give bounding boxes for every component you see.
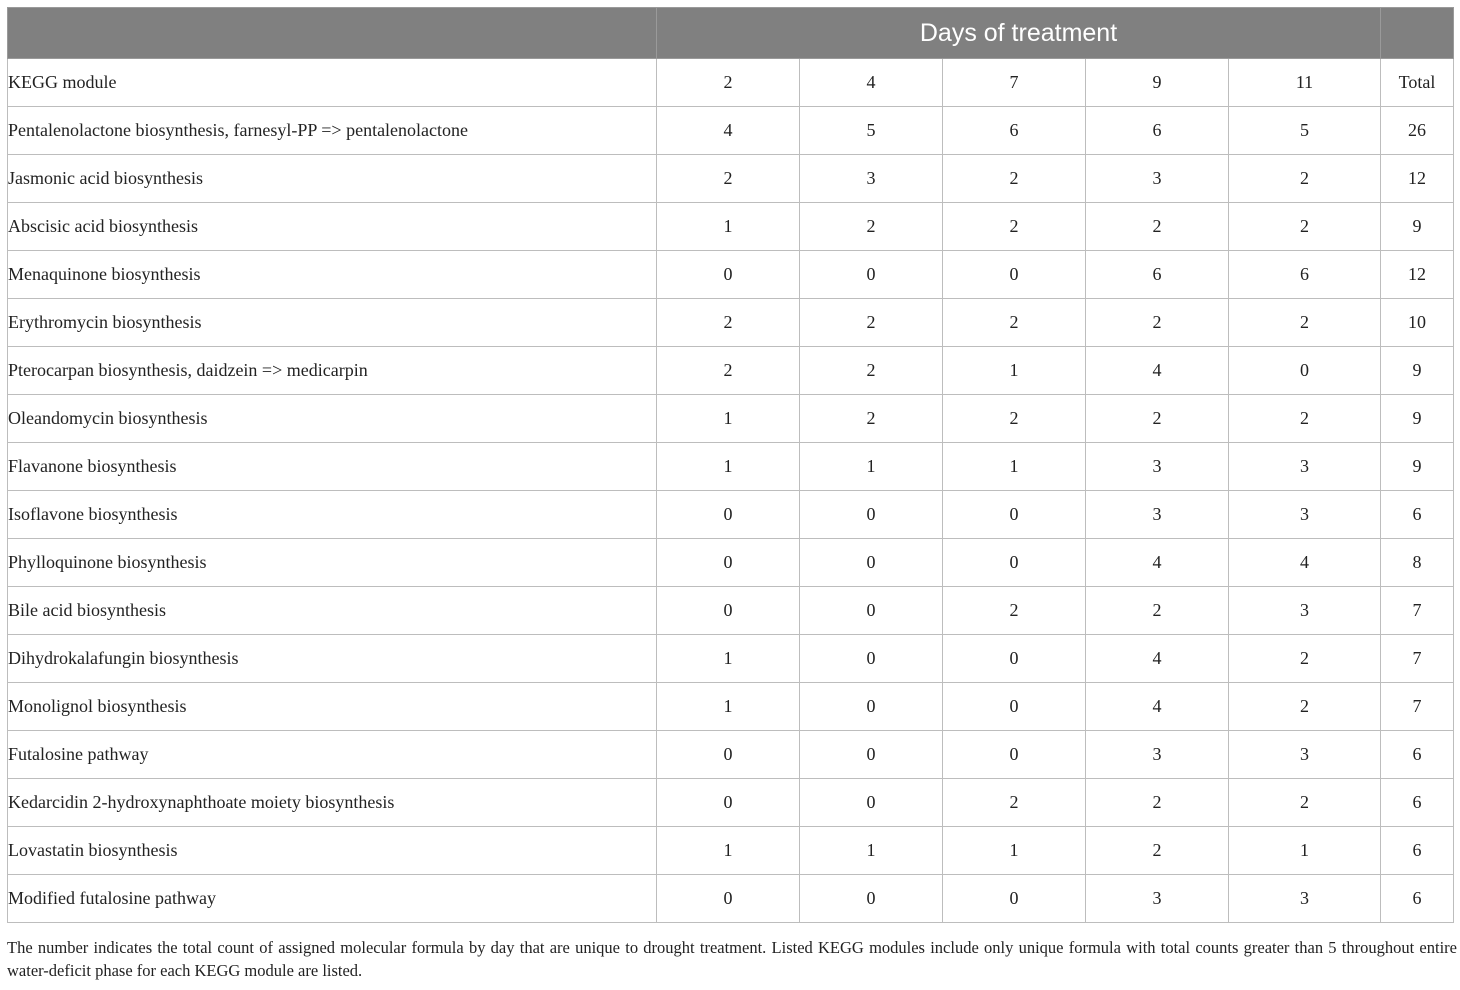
day-count-cell: 4 — [1229, 539, 1381, 587]
total-count-cell: 9 — [1381, 395, 1454, 443]
total-count-cell: 7 — [1381, 683, 1454, 731]
day-count-cell: 0 — [943, 683, 1086, 731]
day-count-cell: 1 — [657, 395, 800, 443]
total-count-cell: 6 — [1381, 731, 1454, 779]
day-count-cell: 0 — [943, 251, 1086, 299]
kegg-module-name: Lovastatin biosynthesis — [8, 827, 657, 875]
day-count-cell: 0 — [943, 875, 1086, 923]
table-row — [8, 395, 1454, 443]
kegg-module-name: Phylloquinone biosynthesis — [8, 539, 657, 587]
day-count-cell: 0 — [800, 635, 943, 683]
day-count-cell: 4 — [657, 107, 800, 155]
day-count-cell: 2 — [1229, 203, 1381, 251]
day-count-cell: 4 — [1086, 635, 1229, 683]
day-count-cell: 0 — [800, 491, 943, 539]
table-row — [8, 587, 1454, 635]
table-row — [8, 203, 1454, 251]
table-row — [8, 731, 1454, 779]
day-count-cell: 1 — [943, 347, 1086, 395]
day-count-cell: 0 — [657, 875, 800, 923]
header-band-blank — [8, 8, 657, 59]
column-header-row — [8, 59, 1454, 107]
day-count-cell: 0 — [800, 731, 943, 779]
day-count-cell: 1 — [943, 443, 1086, 491]
total-count-cell: 9 — [1381, 347, 1454, 395]
total-count-cell: 6 — [1381, 491, 1454, 539]
day-count-cell: 4 — [1086, 683, 1229, 731]
day-count-cell: 4 — [1086, 347, 1229, 395]
table-row — [8, 251, 1454, 299]
table-row — [8, 875, 1454, 923]
day-count-cell: 0 — [657, 251, 800, 299]
kegg-module-name: Monolignol biosynthesis — [8, 683, 657, 731]
day-count-cell: 1 — [657, 683, 800, 731]
table-row — [8, 443, 1454, 491]
day-count-cell: 0 — [800, 251, 943, 299]
total-count-cell: 8 — [1381, 539, 1454, 587]
kegg-module-name: Modified futalosine pathway — [8, 875, 657, 923]
kegg-module-name: Flavanone biosynthesis — [8, 443, 657, 491]
day-count-cell: 3 — [1086, 875, 1229, 923]
header-band-blank-right — [1381, 8, 1454, 59]
table-footnote: The number indicates the total count of assigned molecular formula by day that are unique to drought treatment. Listed KEGG modules include only unique formula with total counts greater than 5 throughout entire water-deficit phase for each KEGG module are listed. — [7, 938, 1457, 980]
day-count-cell: 3 — [1086, 443, 1229, 491]
total-count-cell: 10 — [1381, 299, 1454, 347]
day-count-cell: 4 — [1086, 539, 1229, 587]
total-count-cell: 7 — [1381, 635, 1454, 683]
day-count-cell: 3 — [1229, 731, 1381, 779]
day-count-cell: 1 — [657, 443, 800, 491]
day-count-cell: 2 — [800, 299, 943, 347]
table-row — [8, 635, 1454, 683]
day-count-cell: 6 — [1229, 251, 1381, 299]
day-column-header: 9 — [1086, 59, 1229, 107]
day-count-cell: 2 — [800, 347, 943, 395]
day-count-cell: 0 — [943, 539, 1086, 587]
kegg-module-name: Dihydrokalafungin biosynthesis — [8, 635, 657, 683]
day-count-cell: 6 — [1086, 251, 1229, 299]
kegg-module-name: Menaquinone biosynthesis — [8, 251, 657, 299]
day-count-cell: 0 — [657, 587, 800, 635]
day-count-cell: 2 — [1086, 587, 1229, 635]
table-row — [8, 779, 1454, 827]
table-row — [8, 155, 1454, 203]
day-count-cell: 0 — [657, 491, 800, 539]
day-count-cell: 2 — [943, 299, 1086, 347]
days-of-treatment-header: Days of treatment — [657, 8, 1381, 59]
day-count-cell: 3 — [1229, 587, 1381, 635]
kegg-module-table — [7, 7, 1454, 923]
kegg-module-name: Bile acid biosynthesis — [8, 587, 657, 635]
day-count-cell: 2 — [1086, 779, 1229, 827]
day-count-cell: 0 — [943, 635, 1086, 683]
day-count-cell: 0 — [943, 731, 1086, 779]
day-count-cell: 2 — [800, 203, 943, 251]
day-count-cell: 3 — [1229, 443, 1381, 491]
total-count-cell: 7 — [1381, 587, 1454, 635]
day-count-cell: 2 — [943, 203, 1086, 251]
day-count-cell: 3 — [1229, 875, 1381, 923]
day-count-cell: 2 — [1086, 203, 1229, 251]
day-count-cell: 6 — [1086, 107, 1229, 155]
day-count-cell: 2 — [1086, 395, 1229, 443]
day-count-cell: 1 — [1229, 827, 1381, 875]
day-count-cell: 0 — [943, 491, 1086, 539]
day-count-cell: 2 — [1229, 683, 1381, 731]
kegg-module-name: Erythromycin biosynthesis — [8, 299, 657, 347]
day-count-cell: 2 — [943, 587, 1086, 635]
total-count-cell: 26 — [1381, 107, 1454, 155]
day-count-cell: 1 — [800, 443, 943, 491]
table-row — [8, 827, 1454, 875]
day-count-cell: 2 — [1229, 155, 1381, 203]
day-count-cell: 6 — [943, 107, 1086, 155]
day-count-cell: 0 — [800, 875, 943, 923]
total-count-cell: 6 — [1381, 779, 1454, 827]
table-body — [8, 59, 1454, 923]
day-count-cell: 2 — [657, 299, 800, 347]
day-count-cell: 2 — [1229, 395, 1381, 443]
day-count-cell: 5 — [1229, 107, 1381, 155]
kegg-module-name: Pentalenolactone biosynthesis, farnesyl-PP => pentalenolactone — [8, 107, 657, 155]
day-count-cell: 2 — [1086, 827, 1229, 875]
total-count-cell: 9 — [1381, 203, 1454, 251]
day-column-header: 7 — [943, 59, 1086, 107]
day-count-cell: 3 — [800, 155, 943, 203]
day-count-cell: 3 — [1086, 491, 1229, 539]
day-count-cell: 2 — [1229, 299, 1381, 347]
day-count-cell: 0 — [800, 779, 943, 827]
day-count-cell: 0 — [800, 539, 943, 587]
day-count-cell: 1 — [657, 827, 800, 875]
day-count-cell: 2 — [1229, 779, 1381, 827]
day-count-cell: 2 — [943, 779, 1086, 827]
day-count-cell: 3 — [1086, 731, 1229, 779]
kegg-module-column-header: KEGG module — [8, 59, 657, 107]
table-row — [8, 683, 1454, 731]
day-count-cell: 2 — [657, 347, 800, 395]
table-row — [8, 491, 1454, 539]
total-column-header: Total — [1381, 59, 1454, 107]
day-count-cell: 0 — [1229, 347, 1381, 395]
kegg-module-name: Isoflavone biosynthesis — [8, 491, 657, 539]
day-count-cell: 1 — [657, 635, 800, 683]
total-count-cell: 6 — [1381, 875, 1454, 923]
day-count-cell: 2 — [1229, 635, 1381, 683]
day-count-cell: 3 — [1229, 491, 1381, 539]
table-row — [8, 539, 1454, 587]
day-count-cell: 5 — [800, 107, 943, 155]
table-row — [8, 299, 1454, 347]
total-count-cell: 12 — [1381, 155, 1454, 203]
header-band-row — [8, 8, 1454, 59]
day-column-header: 11 — [1229, 59, 1381, 107]
kegg-module-name: Pterocarpan biosynthesis, daidzein => medicarpin — [8, 347, 657, 395]
day-count-cell: 1 — [657, 203, 800, 251]
total-count-cell: 6 — [1381, 827, 1454, 875]
day-column-header: 4 — [800, 59, 943, 107]
day-count-cell: 0 — [800, 683, 943, 731]
table-container — [7, 7, 1453, 923]
day-column-header: 2 — [657, 59, 800, 107]
table-row — [8, 347, 1454, 395]
kegg-module-name: Jasmonic acid biosynthesis — [8, 155, 657, 203]
day-count-cell: 2 — [800, 395, 943, 443]
total-count-cell: 9 — [1381, 443, 1454, 491]
kegg-module-name: Oleandomycin biosynthesis — [8, 395, 657, 443]
day-count-cell: 2 — [657, 155, 800, 203]
day-count-cell: 0 — [657, 731, 800, 779]
table-row — [8, 107, 1454, 155]
day-count-cell: 2 — [1086, 299, 1229, 347]
kegg-module-name: Kedarcidin 2-hydroxynaphthoate moiety biosynthesis — [8, 779, 657, 827]
day-count-cell: 3 — [1086, 155, 1229, 203]
day-count-cell: 2 — [943, 155, 1086, 203]
day-count-cell: 0 — [657, 779, 800, 827]
day-count-cell: 2 — [943, 395, 1086, 443]
day-count-cell: 0 — [800, 587, 943, 635]
kegg-module-name: Futalosine pathway — [8, 731, 657, 779]
day-count-cell: 0 — [657, 539, 800, 587]
day-count-cell: 1 — [800, 827, 943, 875]
day-count-cell: 1 — [943, 827, 1086, 875]
total-count-cell: 12 — [1381, 251, 1454, 299]
kegg-module-name: Abscisic acid biosynthesis — [8, 203, 657, 251]
